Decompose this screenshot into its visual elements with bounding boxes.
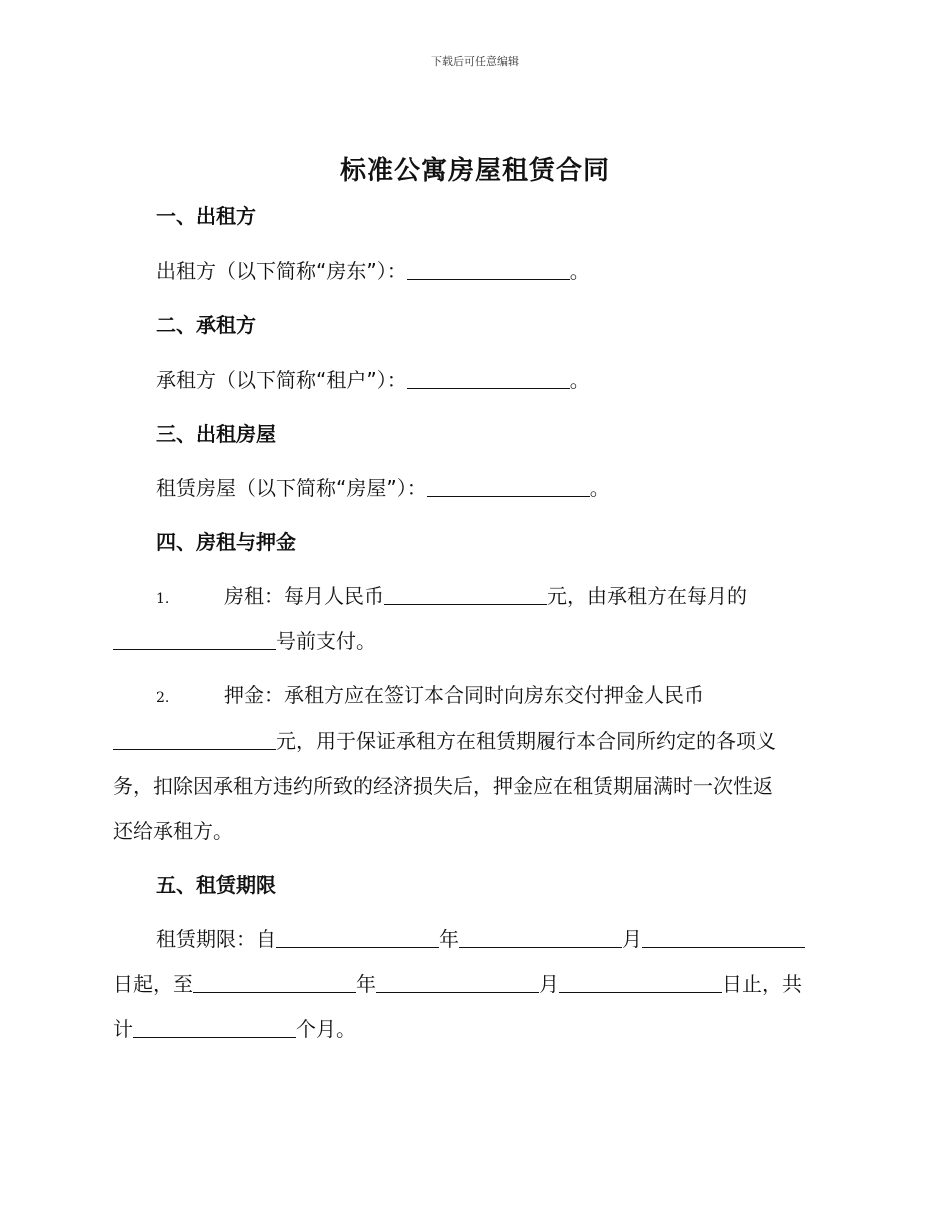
landlord-line (113, 255, 876, 284)
term-text: 计 (113, 1017, 133, 1041)
term-text: 月 (622, 927, 642, 951)
deposit-line-1 (113, 679, 876, 708)
tenant-line (113, 364, 876, 393)
tenant-label: 承租方（以下简称“租户”）： (156, 368, 407, 392)
term-text: 租赁期限：自 (156, 927, 276, 951)
section-heading-property: 三、出租房屋 (156, 422, 276, 446)
property-line (113, 472, 876, 501)
rent-line-2 (113, 625, 833, 654)
deposit-amount-blank[interactable] (113, 731, 276, 750)
rent-line-1 (113, 580, 876, 609)
term-text: 月 (539, 972, 559, 996)
rent-amount-blank[interactable] (384, 586, 547, 605)
deposit-line-2 (113, 725, 833, 754)
end-year-blank[interactable] (193, 974, 356, 993)
term-line-1 (113, 923, 876, 952)
section-heading-landlord: 一、出租方 (156, 204, 256, 228)
term-text: 年 (356, 972, 376, 996)
term-text: 日止，共 (722, 972, 802, 996)
term-line-2 (113, 968, 833, 997)
start-year-blank[interactable] (276, 929, 439, 948)
start-day-blank[interactable] (642, 929, 805, 948)
rent-text: 号前支付。 (276, 629, 376, 653)
deposit-line-3: 务，扣除因承租方违约所致的经济损失后，押金应在租赁期届满时一次性返 (113, 774, 773, 798)
rent-text: 元，由承租方在每月的 (547, 584, 747, 608)
landlord-blank[interactable] (407, 261, 570, 280)
landlord-label: 出租方（以下简称“房东”）： (156, 259, 407, 283)
section-heading-tenant: 二、承租方 (156, 313, 256, 337)
section-heading-rent-deposit: 四、房租与押金 (156, 530, 296, 554)
end-day-blank[interactable] (559, 974, 722, 993)
tenant-blank[interactable] (407, 370, 570, 389)
months-blank[interactable] (133, 1019, 296, 1038)
deposit-line-4: 还给承租方。 (113, 819, 233, 843)
rent-day-blank[interactable] (113, 631, 276, 650)
period: 。 (569, 368, 590, 392)
property-label: 租赁房屋（以下简称“房屋”）： (156, 476, 427, 500)
end-month-blank[interactable] (376, 974, 539, 993)
item-number: 1. (156, 591, 170, 607)
page-header-note: 下载后可任意编辑 (431, 55, 519, 68)
section-heading-term: 五、租赁期限 (156, 873, 276, 897)
rent-text: 房租：每月人民币 (224, 584, 384, 608)
property-blank[interactable] (427, 478, 590, 497)
deposit-text: 押金：承租方应在签订本合同时向房东交付押金人民币 (224, 683, 704, 707)
item-number: 2. (156, 690, 170, 706)
start-month-blank[interactable] (459, 929, 622, 948)
term-text: 日起，至 (113, 972, 193, 996)
document-title: 标准公寓房屋租赁合同 (339, 156, 610, 186)
period: 。 (569, 259, 590, 283)
term-line-3 (113, 1013, 833, 1042)
term-text: 年 (439, 927, 459, 951)
term-text: 个月。 (296, 1017, 356, 1041)
period: 。 (589, 476, 610, 500)
deposit-text: 元，用于保证承租方在租赁期履行本合同所约定的各项义 (276, 729, 776, 753)
